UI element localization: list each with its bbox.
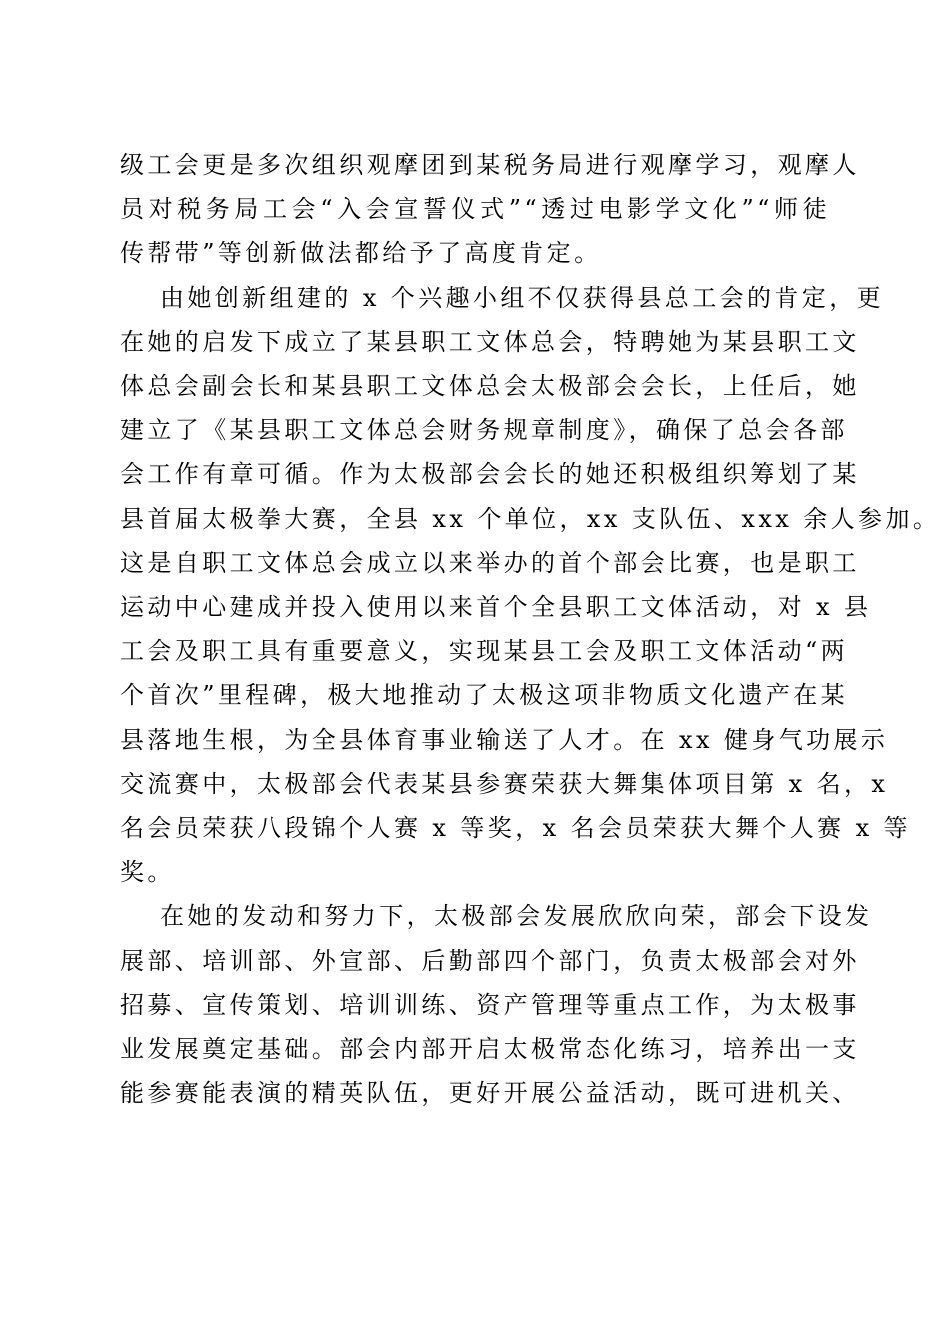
paragraph-line: 建立了《某县职工文体总会财务规章制度》，确保了总会各部 <box>120 416 848 445</box>
paragraph-line: 员对税务局工会“入会宣誓仪式”“透过电影学文化”“师徒 <box>120 195 830 224</box>
paragraph-line: 县落地生根，为全县体育事业输送了人才。在 xx 健身气功展示 <box>120 725 889 754</box>
paragraph-line: 县首届太极拳大赛，全县 xx 个单位，xx 支队伍、xxx 余人参加。 <box>120 504 941 533</box>
paragraph-line: 在她的启发下成立了某县职工文体总会，特聘她为某县职工文 <box>120 327 860 356</box>
paragraph-line: 这是自职工文体总会成立以来举办的首个部会比赛，也是职工 <box>120 548 860 577</box>
document-body <box>120 143 941 1115</box>
paragraph-line: 工会及职工具有重要意义，实现某县工会及职工文体活动“两 <box>120 637 849 666</box>
paragraph-line: 体总会副会长和某县职工文体总会太极部会会长，上任后，她 <box>120 372 860 401</box>
paragraph-line: 个首次”里程碑，极大地推动了太极这项非物质文化遗产在某 <box>120 681 849 710</box>
paragraph-line: 业发展奠定基础。部会内部开启太极常态化练习，培养出一支 <box>120 1035 860 1064</box>
paragraph-line: 能参赛能表演的精英队伍，更好开展公益活动，既可进机关、 <box>120 1079 860 1108</box>
paragraph-line: 奖。 <box>120 858 175 887</box>
paragraph-line: 展部、培训部、外宣部、后勤部四个部门，负责太极部会对外 <box>120 946 860 975</box>
paragraph-line: 运动中心建成并投入使用以来首个全县职工文体活动，对 x 县 <box>120 593 872 622</box>
paragraph-line: 传帮带”等创新做法都给予了高度肯定。 <box>120 239 602 268</box>
paragraph-line: 会工作有章可循。作为太极部会会长的她还积极组织筹划了某 <box>120 460 860 489</box>
paragraph-3 <box>120 894 873 1115</box>
paragraph-line: 由她创新组建的 x 个兴趣小组不仅获得县总工会的肯定，更 <box>160 283 884 312</box>
paragraph-1 <box>120 143 860 276</box>
paragraph-line: 招募、宣传策划、培训训练、资产管理等重点工作，为太极事 <box>120 990 860 1019</box>
paragraph-line: 级工会更是多次组织观摩团到某税务局进行观摩学习，观摩人 <box>120 151 860 179</box>
paragraph-line: 名会员荣获八段锦个人赛 x 等奖，x 名会员荣获大舞个人赛 x 等 <box>120 814 911 843</box>
paragraph-line: 交流赛中，太极部会代表某县参赛荣获大舞集体项目第 x 名，x <box>120 769 889 798</box>
paragraph-2 <box>120 276 941 895</box>
paragraph-line: 在她的发动和努力下，太极部会发展欣欣向荣，部会下设发 <box>160 902 873 931</box>
